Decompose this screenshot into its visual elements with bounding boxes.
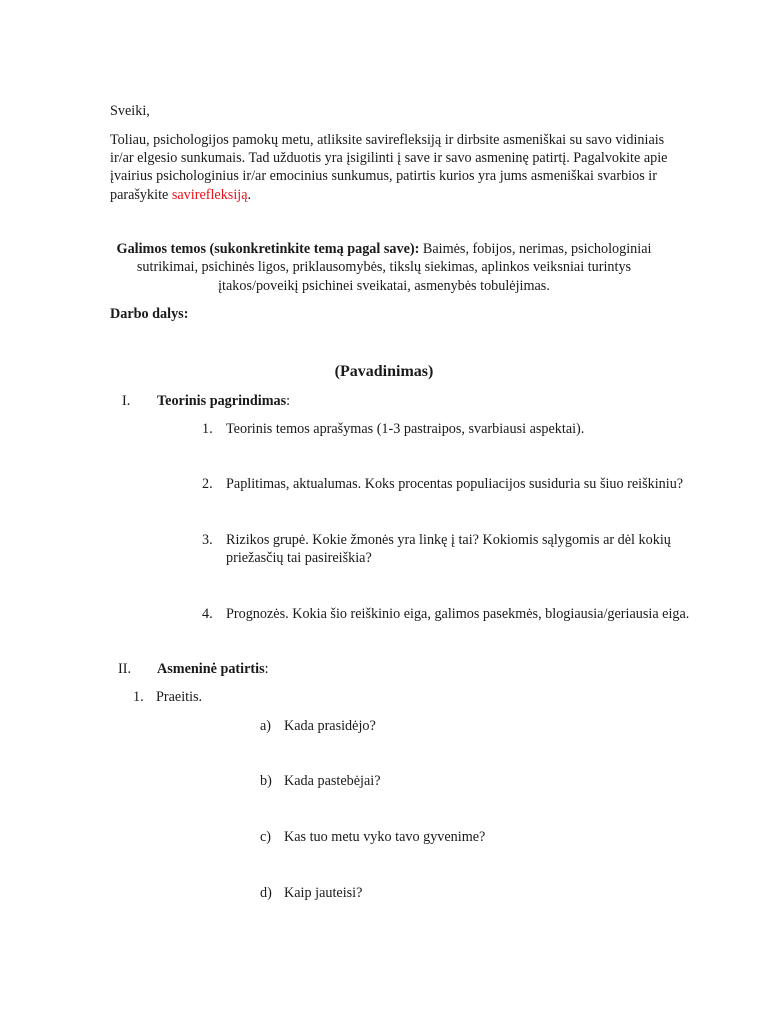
question-letter: b) <box>260 773 272 789</box>
question-text: Kada pastebėjai? <box>284 773 381 789</box>
list-item-number: 3. <box>202 532 213 548</box>
section-numeral: I. <box>122 393 131 409</box>
topics-line <box>0 240 768 258</box>
doc-title: (Pavadinimas) <box>334 363 434 380</box>
list-item: Rizikos grupė. Kokie žmonės yra linkę į tai? Kokiomis sąlygomis ar dėl kokių <box>226 532 671 548</box>
section-title <box>157 392 290 410</box>
parts-heading: Darbo dalys: <box>110 306 189 322</box>
question-letter: a) <box>260 718 272 734</box>
question-text: Kas tuo metu vyko tavo gyvenime? <box>284 829 486 845</box>
section-title-colon: : <box>286 393 291 409</box>
list-item-continuation: priežasčių tai pasireiškia? <box>226 550 372 566</box>
intro-suffix: . <box>247 187 252 203</box>
topics-label: Galimos temos (sukonkretinkite temą pagal save): <box>116 241 420 257</box>
intro-line: ir/ar elgesio sunkumais. Tad užduotis yra įsigilinti į save ir savo asmeninę patirtį. Pagalvokite apie <box>110 150 668 166</box>
question-text: Kaip jauteisi? <box>284 885 363 901</box>
question-letter: c) <box>260 829 272 845</box>
list-item-number: 1. <box>133 689 144 705</box>
topics-line: įtakos/poveikį psichinei sveikatai, asmenybės tobulėjimas. <box>218 278 550 294</box>
section-numeral: II. <box>118 661 131 677</box>
section-title-text: Asmeninė patirtis <box>157 661 265 677</box>
list-item: Praeitis. <box>156 689 203 705</box>
question-letter: d) <box>260 885 272 901</box>
section-title-colon: : <box>264 661 269 677</box>
topics-line: sutrikimai, psichinės ligos, priklausomybės, tikslų siekimas, aplinkos veiksniai turintys <box>136 259 632 275</box>
highlight-word: savirefleksiją <box>171 187 248 203</box>
list-item: Prognozės. Kokia šio reiškinio eiga, galimos pasekmės, blogiausia/geriausia eiga. <box>226 606 690 622</box>
list-item-number: 4. <box>202 606 213 622</box>
list-item-number: 2. <box>202 476 213 492</box>
greeting: Sveiki, <box>110 103 150 119</box>
intro-line <box>110 186 251 204</box>
list-item: Teorinis temos aprašymas (1-3 pastraipos, svarbiausi aspektai). <box>226 421 585 437</box>
intro-prefix: parašykite <box>110 187 172 203</box>
intro-line: Toliau, psichologijos pamokų metu, atliksite savirefleksiją ir dirbsite asmeniškai su savo vidiniais <box>110 132 665 148</box>
list-item: Paplitimas, aktualumas. Koks procentas populiacijos susiduria su šiuo reiškiniu? <box>226 476 684 492</box>
list-item-number: 1. <box>202 421 213 437</box>
intro-line: įvairius psichologinius ir/ar emocinius sunkumus, patirtis kurios yra jums asmeniškai svarbios ir <box>110 168 657 184</box>
section-title <box>157 660 269 678</box>
topics-text: Baimės, fobijos, nerimas, psichologiniai <box>419 241 652 257</box>
question-text: Kada prasidėjo? <box>284 718 376 734</box>
section-title-text: Teorinis pagrindimas <box>157 393 287 409</box>
